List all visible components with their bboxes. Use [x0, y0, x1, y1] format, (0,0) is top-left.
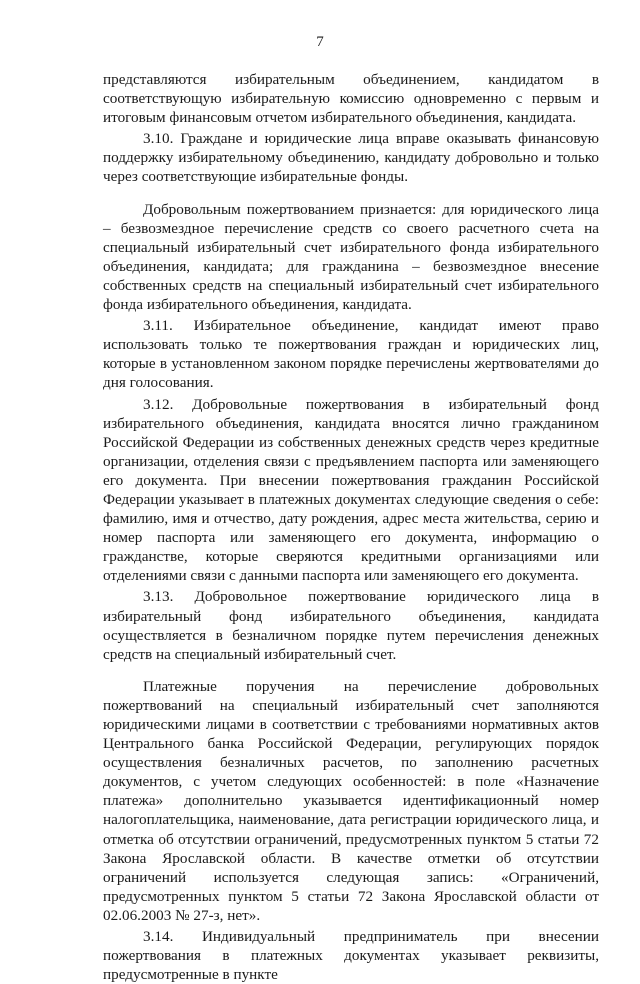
paragraph-3-14: 3.14. Индивидуальный предприниматель при внесении пожертвования в платежных документах указывает реквизиты, предусмотренные в пункте [103, 928, 599, 984]
paragraph-3-12: 3.12. Добровольные пожертвования в избирательный фонд избирательного объединения, кандидата вносятся лично гражданином Российской Федерации из собственных денежных средств через кредитные организации, отделения связи с предъявлением паспорта или заменяющего его документа. При внесении пожертвования гражданин Российской Федерации указывает в платежных документах следующие сведения о себе: фамилию, имя и отчество, дату рождения, адрес места жительства, серию и номер паспорта или заменяющего его документа, информацию о гражданстве, которые сверяются кредитными организациями или отделениями связи с данными паспорта или заменяющего его документа. [103, 395, 599, 585]
paragraph-donation-definition: Добровольным пожертвованием признается: для юридического лица – безвозмездное перечисление средств со своего расчетного счета на специальный избирательный счет избирательного фонда избирательного объединения, кандидата; для гражданина – безвозмездное внесение собственных средств на специальный избирательный счет избирательного фонда избирательного объединения, кандидата. [103, 200, 599, 314]
paragraph-payment-orders: Платежные поручения на перечисление добровольных пожертвований на специальный избирательный счет заполняются юридическими лицами в соответствии с требованиями нормативных актов Центрального банка Российской Федерации, регулирующих порядок осуществления безналичных расчетов, по заполнению расчетных документов, с учетом следующих особенностей: в поле «Назначение платежа» дополнительно указывается идентификационный номер налогоплательщика, наименование, дата регистрации юридического лица, и отметка об отсутствии ограничений, предусмотренных пунктом 5 статьи 72 Закона Ярославской области. В качестве отметки об отсутствии ограничений используется следующая запись: «Ограничений, предусмотренных пунктом 5 статьи 72 Закона Ярославской области от 02.06.2003 № 27-з, нет». [103, 677, 599, 924]
document-body [103, 70, 599, 984]
paragraph-3-13: 3.13. Добровольное пожертвование юридического лица в избирательный фонд избирательного объединения, кандидата осуществляется в безналичном порядке путем перечисления денежных средств на специальный избирательный счет. [103, 588, 599, 663]
paragraph-3-10: 3.10. Граждане и юридические лица вправе оказывать финансовую поддержку избирательному объединению, кандидату добровольно и только через соответствующие избирательные фонды. [103, 130, 599, 186]
paragraph-continued: представляются избирательным объединением, кандидатом в соответствующую избирательную комиссию одновременно с первым и итоговым финансовым отчетом избирательного объединения, кандидата. [103, 71, 599, 127]
paragraph-3-11: 3.11. Избирательное объединение, кандидат имеют право использовать только те пожертвования граждан и юридических лиц, которые в установленном законом порядке перечислены жертвователями до дня голосования. [103, 317, 599, 392]
page-number: 7 [316, 34, 324, 50]
